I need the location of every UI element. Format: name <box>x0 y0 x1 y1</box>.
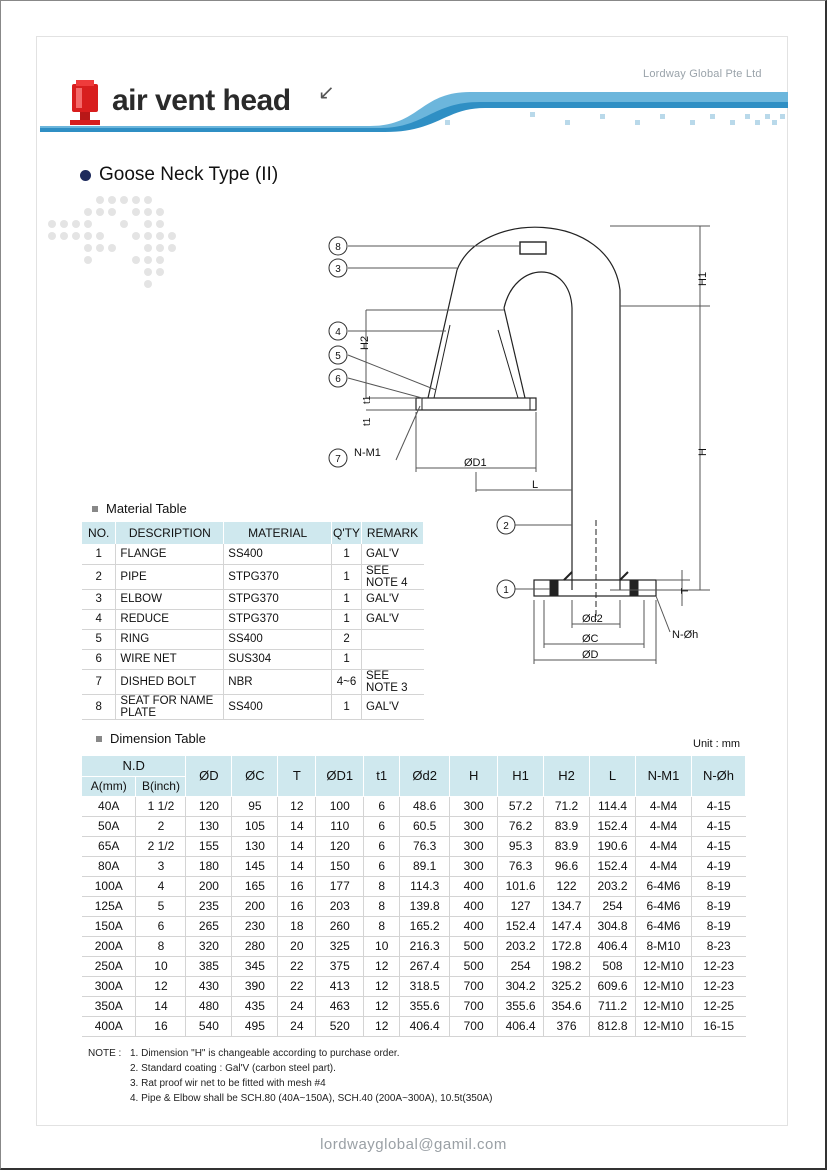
bullet-icon <box>80 170 91 181</box>
table-cell: 300A <box>82 976 136 996</box>
table-cell: 12-M10 <box>636 976 692 996</box>
table-cell: 114.3 <box>400 876 450 896</box>
label-c: ØC <box>582 633 599 645</box>
table-cell: 6 <box>364 856 400 876</box>
table-cell: 254 <box>498 956 544 976</box>
table-cell: 147.4 <box>544 916 590 936</box>
table-cell: 540 <box>186 1016 232 1036</box>
table-cell: 376 <box>544 1016 590 1036</box>
table-cell: 120 <box>316 836 364 856</box>
callout-2: 2 <box>503 521 509 532</box>
table-cell: 76.3 <box>400 836 450 856</box>
table-cell: 300 <box>450 816 498 836</box>
table-cell: SUS304 <box>224 649 332 669</box>
table-cell: 320 <box>186 936 232 956</box>
label-l: L <box>532 479 539 491</box>
nd-sub-header: A(mm) <box>82 776 136 796</box>
table-cell: 700 <box>450 1016 498 1036</box>
table-cell: STPG370 <box>224 609 332 629</box>
decorative-dots <box>40 190 190 300</box>
table-cell: 12 <box>136 976 186 996</box>
table-cell: 354.6 <box>544 996 590 1016</box>
table-row <box>82 669 424 694</box>
table-cell: 150A <box>82 916 136 936</box>
table-cell: 1 <box>332 694 362 719</box>
table-cell: 375 <box>316 956 364 976</box>
table-cell: 520 <box>316 1016 364 1036</box>
dimension-col-header: H1 <box>498 756 544 796</box>
table-cell: SEE NOTE 4 <box>362 564 424 589</box>
table-cell: 700 <box>450 976 498 996</box>
callout-8: 8 <box>335 242 341 253</box>
table-cell: 134.7 <box>544 896 590 916</box>
table-cell: 100A <box>82 876 136 896</box>
table-cell: 318.5 <box>400 976 450 996</box>
table-cell <box>362 649 424 669</box>
table-cell: 1 <box>332 564 362 589</box>
table-cell: 4-M4 <box>636 836 692 856</box>
dimension-col-header: ØD <box>186 756 232 796</box>
table-row <box>82 609 424 629</box>
table-cell: 4-M4 <box>636 796 692 816</box>
table-cell: 122 <box>544 876 590 896</box>
table-cell: 2 <box>332 629 362 649</box>
table-row <box>82 564 424 589</box>
table-cell: 8 <box>364 896 400 916</box>
table-cell: 700 <box>450 996 498 1016</box>
table-cell: 48.6 <box>400 796 450 816</box>
table-row <box>82 896 746 916</box>
table-cell: 12-M10 <box>636 996 692 1016</box>
table-cell: 203.2 <box>590 876 636 896</box>
dimension-table <box>82 756 746 1037</box>
table-cell: 267.4 <box>400 956 450 976</box>
table-cell: 12-25 <box>691 996 745 1016</box>
table-cell: 95.3 <box>498 836 544 856</box>
label-h2: H2 <box>359 335 371 350</box>
table-cell: 14 <box>278 856 316 876</box>
table-cell: 6 <box>82 649 116 669</box>
table-cell: 500 <box>450 936 498 956</box>
elbow-outer <box>457 227 620 590</box>
table-cell: 139.8 <box>400 896 450 916</box>
table-cell: 16 <box>136 1016 186 1036</box>
table-cell: 304.2 <box>498 976 544 996</box>
material-col-header: REMARK <box>362 522 424 544</box>
table-cell: 254 <box>590 896 636 916</box>
table-cell: PIPE <box>116 564 224 589</box>
table-cell: NBR <box>224 669 332 694</box>
table-cell: 71.2 <box>544 796 590 816</box>
table-cell: 500 <box>450 956 498 976</box>
table-row <box>82 876 746 896</box>
square-bullet-icon <box>96 736 102 742</box>
table-cell: 177 <box>316 876 364 896</box>
table-cell: GAL'V <box>362 609 424 629</box>
callout-4: 4 <box>335 327 341 338</box>
table-row <box>82 976 746 996</box>
table-cell: 125A <box>82 896 136 916</box>
label-t1a: t1 <box>362 395 373 404</box>
unit-label: Unit : mm <box>693 738 741 750</box>
table-cell: 14 <box>136 996 186 1016</box>
table-cell: 2 <box>136 816 186 836</box>
table-cell: 300 <box>450 796 498 816</box>
table-cell: 4-19 <box>691 856 745 876</box>
table-cell: 95 <box>232 796 278 816</box>
table-cell: 4-M4 <box>636 816 692 836</box>
dimension-col-header: H <box>450 756 498 796</box>
table-cell: ELBOW <box>116 589 224 609</box>
notes-label: NOTE : <box>88 1048 122 1059</box>
table-cell: 24 <box>278 996 316 1016</box>
callout-3: 3 <box>335 264 341 275</box>
table-cell: 198.2 <box>544 956 590 976</box>
table-cell: 127 <box>498 896 544 916</box>
dimension-col-header: N-Øh <box>691 756 745 796</box>
table-cell: 110 <box>316 816 364 836</box>
table-cell: 260 <box>316 916 364 936</box>
label-t: T <box>680 587 691 594</box>
table-cell: 250A <box>82 956 136 976</box>
table-cell: 430 <box>186 976 232 996</box>
table-cell: 100 <box>316 796 364 816</box>
table-cell: 130 <box>186 816 232 836</box>
table-cell: 2 1/2 <box>136 836 186 856</box>
dimension-col-header: T <box>278 756 316 796</box>
table-cell: 8 <box>82 694 116 719</box>
material-col-header: Q'TY <box>332 522 362 544</box>
table-cell: 80A <box>82 856 136 876</box>
table-cell: 300 <box>450 856 498 876</box>
table-cell: 152.4 <box>498 916 544 936</box>
table-cell: 6 <box>364 796 400 816</box>
table-cell: 8-19 <box>691 896 745 916</box>
table-cell: 172.8 <box>544 936 590 956</box>
table-cell: 12 <box>364 1016 400 1036</box>
table-cell: 16 <box>278 876 316 896</box>
table-cell: 6-4M6 <box>636 916 692 936</box>
table-cell: 7 <box>82 669 116 694</box>
table-cell: 65A <box>82 836 136 856</box>
table-cell: SS400 <box>224 629 332 649</box>
table-row <box>82 956 746 976</box>
table-row <box>82 544 424 564</box>
table-cell: 200A <box>82 936 136 956</box>
table-cell: 12-23 <box>691 976 745 996</box>
callout-6: 6 <box>335 374 341 385</box>
table-cell: 4 <box>82 609 116 629</box>
table-cell: 203 <box>316 896 364 916</box>
table-cell: 76.2 <box>498 816 544 836</box>
table-cell: 8 <box>364 916 400 936</box>
table-row <box>82 796 746 816</box>
table-cell: 6 <box>136 916 186 936</box>
table-cell: 4 <box>136 876 186 896</box>
table-cell: 57.2 <box>498 796 544 816</box>
table-cell: 4~6 <box>332 669 362 694</box>
dimension-col-header: L <box>590 756 636 796</box>
table-cell: 1 <box>82 544 116 564</box>
air-vent-logo-icon <box>66 78 106 128</box>
dimension-table-header <box>82 756 746 796</box>
table-row <box>82 649 424 669</box>
table-cell: 435 <box>232 996 278 1016</box>
label-d2: Ød2 <box>582 613 603 625</box>
table-row <box>82 1016 746 1036</box>
table-cell: 812.8 <box>590 1016 636 1036</box>
table-cell: 120 <box>186 796 232 816</box>
callout-5: 5 <box>335 351 341 362</box>
table-cell: 40A <box>82 796 136 816</box>
table-cell: 4-M4 <box>636 856 692 876</box>
table-cell: SS400 <box>224 694 332 719</box>
table-cell: FLANGE <box>116 544 224 564</box>
title-arrow-icon: ↙ <box>318 82 335 104</box>
table-cell: 190.6 <box>590 836 636 856</box>
material-table <box>82 522 424 720</box>
label-nm1: N-M1 <box>354 447 381 459</box>
table-cell: 8 <box>136 936 186 956</box>
table-cell: SEE NOTE 3 <box>362 669 424 694</box>
table-cell: 12 <box>364 976 400 996</box>
table-cell: STPG370 <box>224 564 332 589</box>
callout-1: 1 <box>503 585 509 596</box>
label-nh: N-Øh <box>672 629 699 641</box>
table-cell: 400A <box>82 1016 136 1036</box>
table-cell: 1 <box>332 544 362 564</box>
label-h1: H1 <box>697 271 709 286</box>
table-cell: 8-19 <box>691 916 745 936</box>
table-cell: 16 <box>278 896 316 916</box>
table-cell: 4-15 <box>691 836 745 856</box>
table-cell: 5 <box>82 629 116 649</box>
table-cell: 145 <box>232 856 278 876</box>
table-cell: 165 <box>232 876 278 896</box>
table-cell: 22 <box>278 956 316 976</box>
label-t1b: t1 <box>362 417 373 426</box>
nd-header: N.D <box>82 756 186 776</box>
material-col-header: MATERIAL <box>224 522 332 544</box>
table-cell: 105 <box>232 816 278 836</box>
table-cell: 22 <box>278 976 316 996</box>
table-cell: 152.4 <box>590 856 636 876</box>
note-1: 1. Dimension "H" is changeable according to purchase order. <box>130 1048 400 1059</box>
table-cell: 711.2 <box>590 996 636 1016</box>
table-cell: 355.6 <box>400 996 450 1016</box>
table-cell: 14 <box>278 816 316 836</box>
table-cell: 4-15 <box>691 796 745 816</box>
table-cell: 3 <box>82 589 116 609</box>
table-cell: 20 <box>278 936 316 956</box>
label-d: ØD <box>582 649 599 661</box>
table-cell: 16-15 <box>691 1016 745 1036</box>
table-cell: 508 <box>590 956 636 976</box>
table-cell: 2 <box>82 564 116 589</box>
table-cell: SEAT FOR NAME PLATE <box>116 694 224 719</box>
table-cell: 1 <box>332 649 362 669</box>
table-cell: 200 <box>232 896 278 916</box>
table-cell: 463 <box>316 996 364 1016</box>
table-cell: 10 <box>364 936 400 956</box>
table-cell: 180 <box>186 856 232 876</box>
dimension-col-header: t1 <box>364 756 400 796</box>
table-row <box>82 816 746 836</box>
table-cell: 8-M10 <box>636 936 692 956</box>
table-cell: 390 <box>232 976 278 996</box>
dimension-col-header: Ød2 <box>400 756 450 796</box>
table-row <box>82 629 424 649</box>
note-3: 3. Rat proof wir net to be fitted with mesh #4 <box>130 1078 326 1089</box>
table-cell: 12-M10 <box>636 1016 692 1036</box>
company-name: Lordway Global Pte Ltd <box>643 68 762 80</box>
table-cell: 83.9 <box>544 836 590 856</box>
table-cell: 76.3 <box>498 856 544 876</box>
table-cell: 165.2 <box>400 916 450 936</box>
table-cell: 400 <box>450 896 498 916</box>
table-cell: STPG370 <box>224 589 332 609</box>
page-title: air vent head <box>112 84 291 117</box>
table-cell: 1 <box>332 589 362 609</box>
dimension-col-header: H2 <box>544 756 590 796</box>
table-cell: DISHED BOLT <box>116 669 224 694</box>
table-cell: 12 <box>364 956 400 976</box>
table-cell: 400 <box>450 876 498 896</box>
material-table-header <box>82 522 424 544</box>
elbow-inner <box>504 272 572 590</box>
table-row <box>82 936 746 956</box>
table-cell: 1 <box>332 609 362 629</box>
table-cell: 150 <box>316 856 364 876</box>
table-cell: 6-4M6 <box>636 876 692 896</box>
table-cell: SS400 <box>224 544 332 564</box>
callout-7: 7 <box>335 454 341 465</box>
table-cell: 406.4 <box>498 1016 544 1036</box>
table-cell: 355.6 <box>498 996 544 1016</box>
table-cell: 413 <box>316 976 364 996</box>
table-cell: GAL'V <box>362 694 424 719</box>
table-cell: 1 1/2 <box>136 796 186 816</box>
table-cell: 8-19 <box>691 876 745 896</box>
note-4: 4. Pipe & Elbow shall be SCH.80 (40A~150A), SCH.40 (200A~300A), 10.5t(350A) <box>130 1093 493 1104</box>
table-cell: 230 <box>232 916 278 936</box>
material-col-header: NO. <box>82 522 116 544</box>
table-cell: 12 <box>278 796 316 816</box>
table-cell: 609.6 <box>590 976 636 996</box>
table-cell: 6 <box>364 816 400 836</box>
table-cell: 14 <box>278 836 316 856</box>
table-cell: 155 <box>186 836 232 856</box>
table-row <box>82 856 746 876</box>
table-cell: 216.3 <box>400 936 450 956</box>
table-cell: 8 <box>364 876 400 896</box>
dimension-table-heading: Dimension Table <box>96 731 206 746</box>
dimension-col-header: N-M1 <box>636 756 692 796</box>
table-cell: 6-4M6 <box>636 896 692 916</box>
table-cell: 400 <box>450 916 498 936</box>
table-cell: 345 <box>232 956 278 976</box>
material-table-heading: Material Table <box>92 501 187 516</box>
table-cell: 10 <box>136 956 186 976</box>
table-cell: WIRE NET <box>116 649 224 669</box>
table-cell: 60.5 <box>400 816 450 836</box>
note-2: 2. Standard coating : Gal'V (carbon steel part). <box>130 1063 336 1074</box>
table-cell: GAL'V <box>362 544 424 564</box>
table-cell: 152.4 <box>590 816 636 836</box>
table-cell: 325.2 <box>544 976 590 996</box>
table-cell: 265 <box>186 916 232 936</box>
table-row <box>82 694 424 719</box>
table-cell: 8-23 <box>691 936 745 956</box>
table-cell: 4-15 <box>691 816 745 836</box>
table-cell: 12-23 <box>691 956 745 976</box>
dimension-col-header: ØC <box>232 756 278 796</box>
table-cell: RING <box>116 629 224 649</box>
section-title-text: Goose Neck Type (II) <box>99 164 279 185</box>
square-bullet-icon <box>92 506 98 512</box>
table-cell: 5 <box>136 896 186 916</box>
table-cell: 325 <box>316 936 364 956</box>
table-cell: 235 <box>186 896 232 916</box>
footer-email[interactable]: lordwayglobal@gamil.com <box>320 1136 507 1153</box>
table-cell: 6 <box>364 836 400 856</box>
table-cell: 385 <box>186 956 232 976</box>
material-col-header: DESCRIPTION <box>116 522 224 544</box>
table-cell: 83.9 <box>544 816 590 836</box>
table-cell <box>362 629 424 649</box>
table-row <box>82 916 746 936</box>
table-row <box>82 996 746 1016</box>
table-cell: 280 <box>232 936 278 956</box>
table-cell: 350A <box>82 996 136 1016</box>
label-h: H <box>697 448 709 456</box>
dimension-col-header: ØD1 <box>316 756 364 796</box>
table-cell: 89.1 <box>400 856 450 876</box>
table-cell: 96.6 <box>544 856 590 876</box>
table-cell: 406.4 <box>590 936 636 956</box>
table-cell: 24 <box>278 1016 316 1036</box>
table-cell: 495 <box>232 1016 278 1036</box>
table-cell: 18 <box>278 916 316 936</box>
table-cell: GAL'V <box>362 589 424 609</box>
table-cell: 304.8 <box>590 916 636 936</box>
table-cell: 101.6 <box>498 876 544 896</box>
table-cell: 114.4 <box>590 796 636 816</box>
table-cell: 3 <box>136 856 186 876</box>
table-cell: 12-M10 <box>636 956 692 976</box>
table-cell: 300 <box>450 836 498 856</box>
label-d1: ØD1 <box>464 457 487 469</box>
table-cell: 50A <box>82 816 136 836</box>
table-cell: 203.2 <box>498 936 544 956</box>
table-cell: 12 <box>364 996 400 1016</box>
table-cell: 130 <box>232 836 278 856</box>
nd-sub-header: B(inch) <box>136 776 186 796</box>
table-cell: REDUCE <box>116 609 224 629</box>
table-cell: 200 <box>186 876 232 896</box>
notes <box>88 1046 492 1106</box>
table-cell: 406.4 <box>400 1016 450 1036</box>
section-title <box>80 164 278 186</box>
table-cell: 480 <box>186 996 232 1016</box>
table-row <box>82 836 746 856</box>
table-row <box>82 589 424 609</box>
